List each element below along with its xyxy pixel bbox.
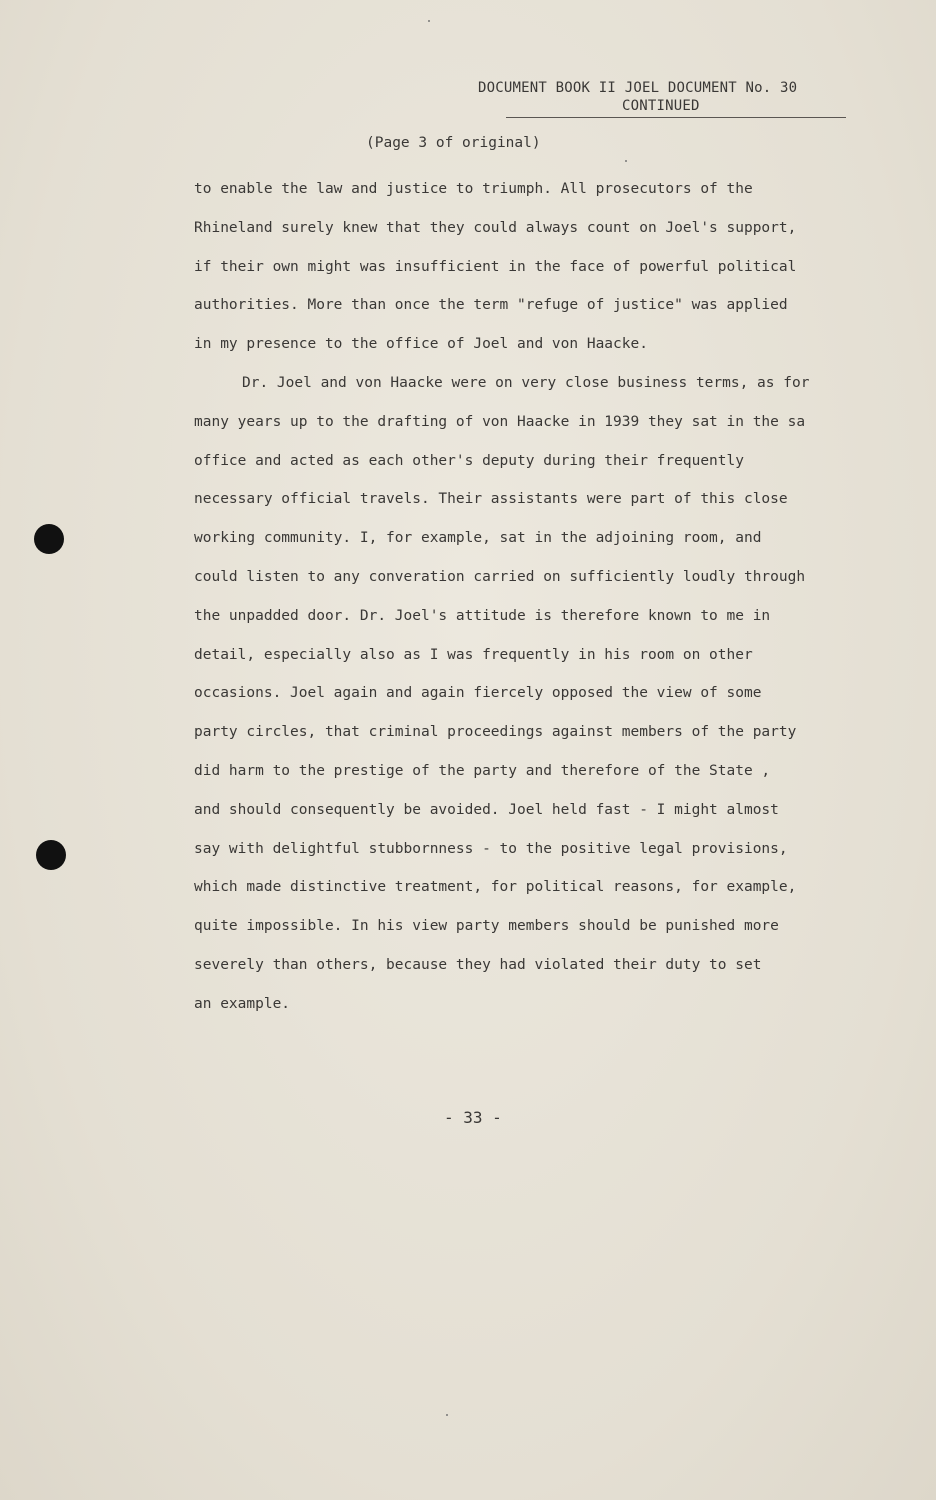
text-line: Rhineland surely knew that they could always count on Joel's support, (194, 219, 797, 236)
text-line: which made distinctive treatment, for political reasons, for example, (194, 879, 797, 896)
body-text (194, 170, 884, 1024)
paper-speck (625, 160, 627, 162)
text-line: if their own might was insufficient in the face of powerful political (194, 258, 797, 275)
text-line: in my presence to the office of Joel and von Haacke. (194, 336, 648, 353)
text-line: could listen to any converation carried on sufficiently loudly through (194, 568, 806, 585)
text-line: detail, especially also as I was frequently in his room on other (194, 646, 753, 663)
text-line: necessary official travels. Their assistants were part of this close (194, 491, 788, 508)
page-number: - 33 - (444, 1108, 502, 1127)
header-underline (506, 117, 846, 118)
text-line: party circles, that criminal proceedings against members of the party (194, 724, 797, 741)
text-line: to enable the law and justice to triumph. All prosecutors of the (194, 181, 753, 197)
text-line: an example. (194, 995, 291, 1012)
text-line: occasions. Joel again and again fiercely opposed the view of some (194, 685, 762, 702)
text-line: authorities. More than once the term "refuge of justice" was applied (194, 297, 788, 314)
text-line: Dr. Joel and von Haacke were on very close business terms, as for (242, 374, 810, 391)
document-header (478, 80, 848, 114)
text-line: many years up to the drafting of von Haacke in 1939 they sat in the sa (194, 413, 806, 430)
text-line: and should consequently be avoided. Joel held fast - I might almost (194, 801, 779, 818)
punch-hole (36, 840, 66, 870)
text-line: office and acted as each other's deputy during their frequently (194, 452, 744, 469)
text-line: severely than others, because they had violated their duty to set (194, 956, 762, 973)
paper-speck (428, 20, 430, 22)
punch-hole (34, 524, 64, 554)
text-line: quite impossible. In his view party members should be punished more (194, 918, 779, 935)
text-line: the unpadded door. Dr. Joel's attitude is therefore known to me in (194, 607, 771, 624)
paper-speck (446, 1414, 448, 1416)
page-reference: (Page 3 of original) (366, 135, 541, 151)
header-continued: CONTINUED (622, 98, 700, 114)
text-line: say with delightful stubbornness - to the positive legal provisions, (194, 840, 788, 857)
text-line: working community. I, for example, sat in the adjoining room, and (194, 530, 762, 547)
header-title: DOCUMENT BOOK II JOEL DOCUMENT No. 30 (478, 80, 798, 96)
text-line: did harm to the prestige of the party and therefore of the State , (194, 762, 771, 779)
